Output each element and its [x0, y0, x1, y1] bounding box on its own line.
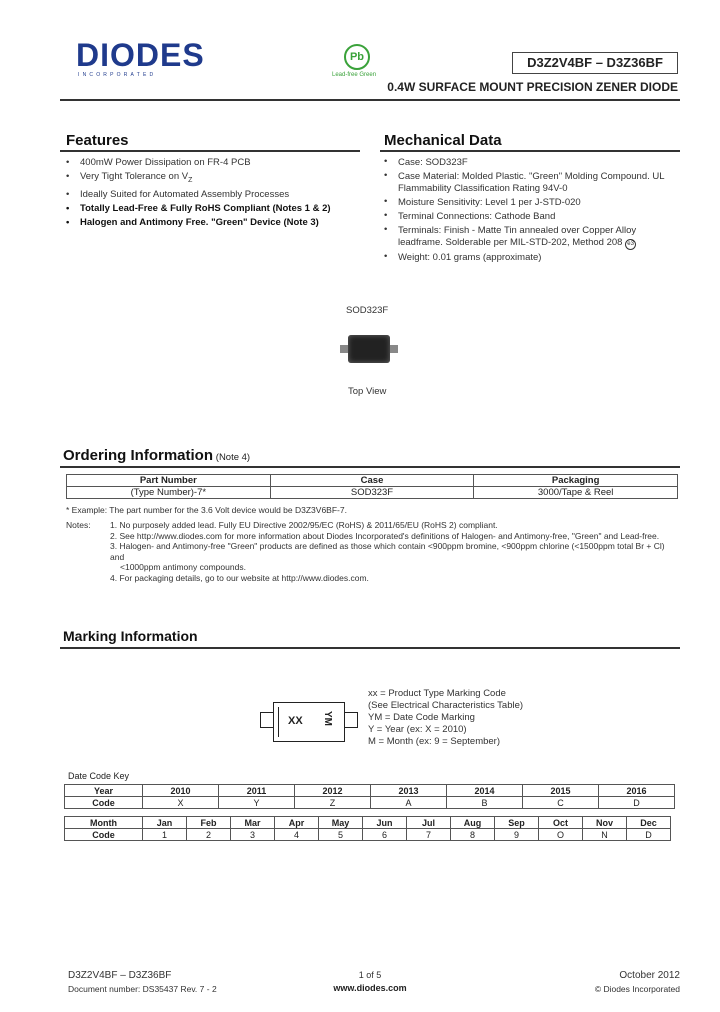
- diodes-logo: DIODES: [76, 37, 205, 73]
- marking-desc-line: (See Electrical Characteristics Table): [368, 700, 524, 711]
- footer-date: October 2012: [619, 970, 680, 981]
- footer-document-number: Document number: DS35437 Rev. 7 - 2: [68, 984, 217, 994]
- marking-desc-line: xx = Product Type Marking Code: [368, 688, 506, 699]
- header-divider: [60, 99, 680, 101]
- ordering-table: [66, 474, 678, 499]
- marking-body: [273, 702, 345, 742]
- notes-label: Notes:: [66, 520, 91, 530]
- table-cell: O: [539, 829, 583, 841]
- marking-lead-left: [260, 712, 274, 728]
- table-cell: 2: [187, 829, 231, 841]
- footer-part: D3Z2V4BF – D3Z36BF: [68, 970, 172, 981]
- table-cell: 4: [275, 829, 319, 841]
- table-header-cell: Part Number: [67, 475, 271, 487]
- package-lead-left: [340, 345, 348, 353]
- table-row: [65, 829, 671, 841]
- table-cell: Sep: [495, 817, 539, 829]
- features-heading: Features: [66, 132, 129, 149]
- table-header-cell: Case: [270, 475, 474, 487]
- table-cell: Apr: [275, 817, 319, 829]
- marking-desc-line: Y = Year (ex: X = 2010): [368, 724, 467, 735]
- date-code-key-label: Date Code Key: [68, 771, 130, 781]
- package-view-label: Top View: [348, 386, 387, 397]
- table-header-row: [65, 785, 675, 797]
- part-number-range: D3Z2V4BF – D3Z36BF: [512, 52, 678, 74]
- table-cell: Jun: [363, 817, 407, 829]
- notes-list: [110, 520, 680, 583]
- table-cell: 8: [451, 829, 495, 841]
- note-item: <1000ppm antimony compounds.: [120, 562, 246, 572]
- package-lead-right: [390, 345, 398, 353]
- table-cell: C: [523, 797, 599, 809]
- package-drawing: [340, 334, 402, 364]
- lead-free-caption: Lead-free Green: [332, 72, 377, 78]
- table-cell: Z: [295, 797, 371, 809]
- marking-desc-line: M = Month (ex: 9 = September): [368, 736, 501, 747]
- table-cell: 2015: [523, 785, 599, 797]
- table-cell: Y: [219, 797, 295, 809]
- table-header-row: [67, 475, 678, 487]
- table-cell: 5: [319, 829, 363, 841]
- note-item: 2. See http://www.diodes.com for more information about Diodes Incorporated's definitions of Halogen- and Antimony-free, "Green" and Lead-free.: [110, 530, 660, 541]
- marking-desc-line: YM = Date Code Marking: [368, 712, 475, 723]
- table-cell: Dec: [627, 817, 671, 829]
- table-cell: N: [583, 829, 627, 841]
- table-header-row: [65, 817, 671, 829]
- document-title: 0.4W SURFACE MOUNT PRECISION ZENER DIODE: [387, 80, 678, 94]
- table-header-cell: Code: [65, 829, 143, 841]
- feature-item: • Ideally Suited for Automated Assembly Processes: [66, 188, 290, 200]
- month-code-table: [64, 816, 671, 841]
- note-item: 3. Halogen- and Antimony-free "Green" products are defined as those which contain <900ppm bromine, <900ppm chlorine (<1500ppm total Br + Cl) and: [110, 541, 665, 562]
- table-cell: D: [627, 829, 671, 841]
- ordering-underline: [60, 466, 680, 468]
- table-cell: Nov: [583, 817, 627, 829]
- mechanical-underline: [380, 150, 680, 152]
- table-cell: Feb: [187, 817, 231, 829]
- table-cell: 2016: [599, 785, 675, 797]
- package-name: SOD323F: [346, 305, 389, 316]
- table-cell: A: [371, 797, 447, 809]
- ordering-example: * Example: The part number for the 3.6 Volt device would be D3Z3V6BF-7.: [66, 505, 347, 515]
- table-cell: 3: [231, 829, 275, 841]
- table-header-cell: Packaging: [474, 475, 678, 487]
- table-header-cell: Year: [65, 785, 143, 797]
- mechanical-item: • Weight: 0.01 grams (approximate): [384, 251, 542, 263]
- footer-website-link[interactable]: www.diodes.com: [333, 983, 407, 993]
- year-code-table: [64, 784, 675, 809]
- table-cell: B: [447, 797, 523, 809]
- table-header-cell: Month: [65, 817, 143, 829]
- table-cell: X: [143, 797, 219, 809]
- e3-mark-icon: e3: [625, 239, 636, 250]
- feature-item: • Totally Lead-Free & Fully RoHS Compliant (Notes 1 & 2): [66, 202, 331, 214]
- mechanical-heading: Mechanical Data: [384, 132, 502, 149]
- table-cell: D: [599, 797, 675, 809]
- table-cell: (Type Number)-7*: [67, 487, 271, 499]
- table-cell: Jan: [143, 817, 187, 829]
- table-header-cell: Code: [65, 797, 143, 809]
- table-cell: Aug: [451, 817, 495, 829]
- features-list: [66, 156, 366, 230]
- package-body: [348, 335, 390, 363]
- mechanical-item: • Moisture Sensitivity: Level 1 per J-STD-020: [384, 196, 581, 208]
- feature-item: • 400mW Power Dissipation on FR-4 PCB: [66, 157, 251, 168]
- logo-subtitle: INCORPORATED: [78, 72, 157, 78]
- table-cell: 1: [143, 829, 187, 841]
- lead-free-icon: Pb: [344, 44, 370, 70]
- mechanical-item: • Terminal Connections: Cathode Band: [384, 210, 556, 222]
- mechanical-list: [384, 156, 680, 265]
- table-row: [65, 797, 675, 809]
- table-cell: 2011: [219, 785, 295, 797]
- table-cell: 2013: [371, 785, 447, 797]
- table-cell: Oct: [539, 817, 583, 829]
- table-row: [67, 487, 678, 499]
- table-cell: 2012: [295, 785, 371, 797]
- table-cell: 6: [363, 829, 407, 841]
- mechanical-item: • Case Material: Molded Plastic. "Green" Molding Compound. UL Flammability Classification Rating 94V-0: [384, 170, 665, 194]
- marking-xx: XX: [288, 715, 303, 727]
- table-cell: SOD323F: [270, 487, 474, 499]
- feature-item: • Very Tight Tolerance on $V_Z$: [66, 171, 193, 184]
- footer-copyright: © Diodes Incorporated: [594, 984, 680, 994]
- table-cell: Mar: [231, 817, 275, 829]
- marking-lead-right: [344, 712, 358, 728]
- marking-description: [368, 688, 523, 748]
- note-item: 4. For packaging details, go to our website at http://www.diodes.com.: [110, 572, 369, 583]
- table-cell: 7: [407, 829, 451, 841]
- features-underline: [60, 150, 360, 152]
- mechanical-item: • Terminals: Finish - Matte Tin annealed over Copper Alloy leadframe. Solderable per MIL-STD-202, Method 208 e3: [384, 224, 637, 248]
- table-cell: 3000/Tape & Reel: [474, 487, 678, 499]
- marking-drawing: [260, 700, 360, 744]
- cathode-band: [278, 707, 282, 737]
- note-item: 1. No purposely added lead. Fully EU Directive 2002/95/EC (RoHS) & 2011/65/EU (RoHS 2) compliant.: [110, 520, 498, 530]
- mechanical-item: • Case: SOD323F: [384, 156, 468, 168]
- table-cell: 9: [495, 829, 539, 841]
- marking-underline: [60, 647, 680, 649]
- table-cell: Jul: [407, 817, 451, 829]
- marking-ym: YM: [322, 711, 333, 726]
- ordering-heading: Ordering Information (Note 4): [63, 447, 251, 464]
- marking-heading: Marking Information: [63, 628, 198, 644]
- table-cell: 2014: [447, 785, 523, 797]
- table-cell: May: [319, 817, 363, 829]
- footer-page: 1 of 5: [358, 970, 382, 980]
- feature-item: • Halogen and Antimony Free. "Green" Device (Note 3): [66, 216, 319, 228]
- table-cell: 2010: [143, 785, 219, 797]
